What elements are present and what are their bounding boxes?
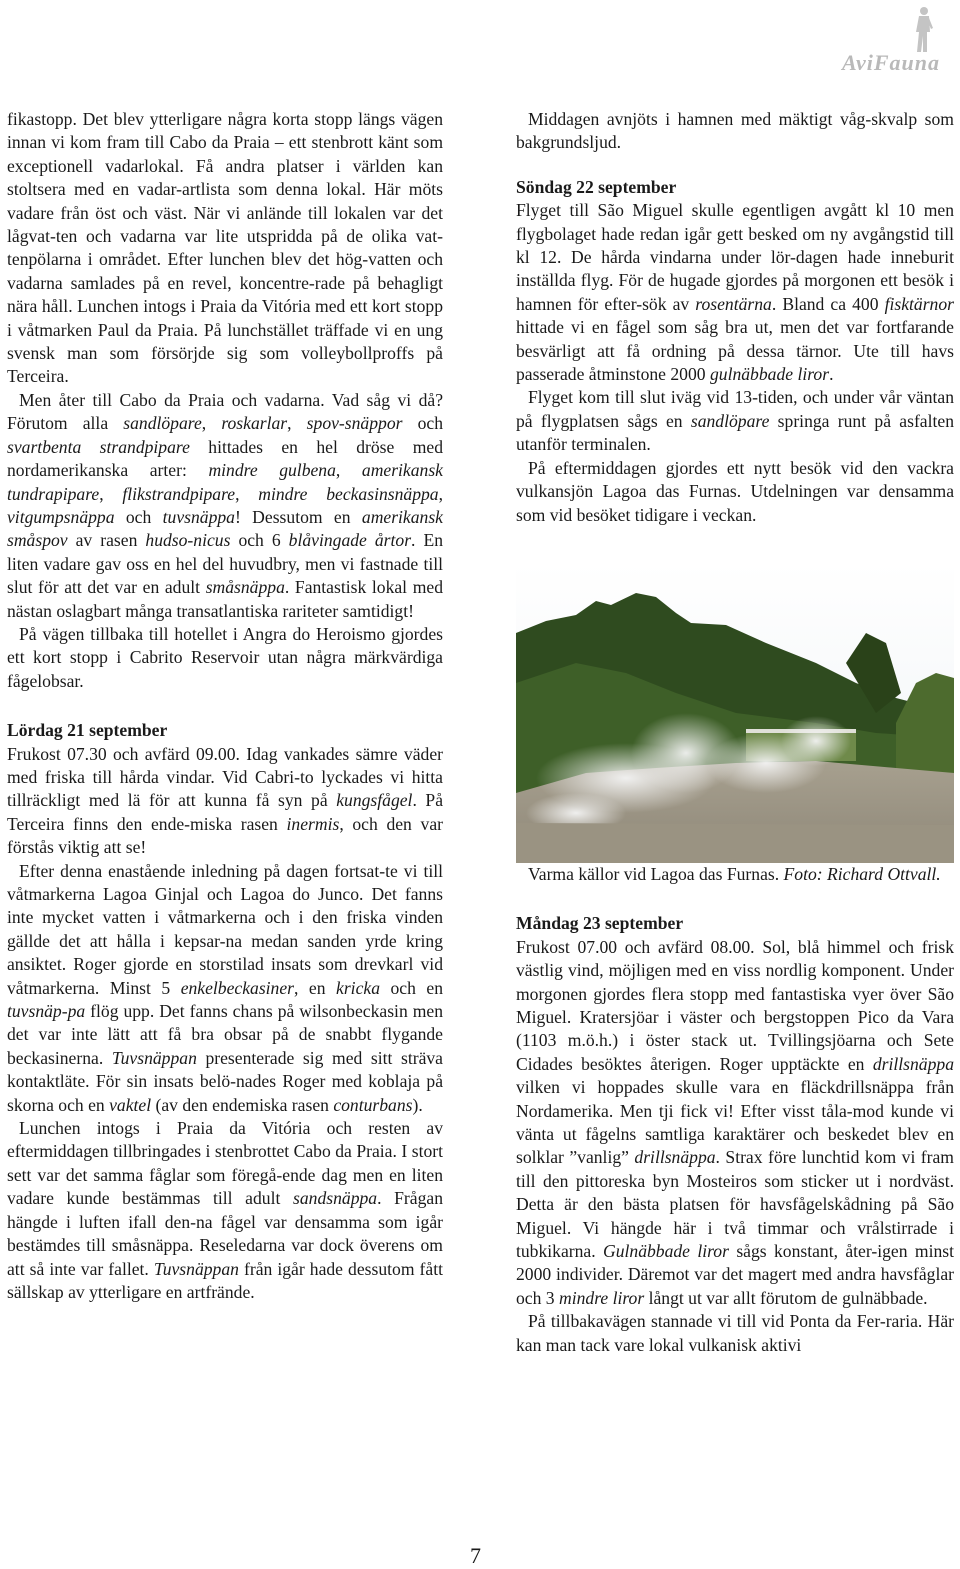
photo-caption: Varma källor vid Lagoa das Furnas. Foto: Richard Ottvall. (528, 863, 941, 884)
heading-sondag: Söndag 22 september (516, 176, 677, 197)
right-paragraph-5: Frukost 07.00 och avfärd 08.00. Sol, blå himmel och frisk västlig vind, möjligen med en viss nordlig komponent. Under morgonen gjordes flera stopp med fantastiska vyer över São Miguel. Kratersjöar i väster och bergstoppen Pico da Vara (1103 m.ö.h.) i öster stack ut. Tvillingsjöarna och Sete Cidades besöktes återigen. Roger upptäckte en drillsnäppa vilken vi hoppades skulle vara en fläckdrillsnäppa från Nordamerika. Men tji fick vi! Efter visst tåla-mod kunde vi vänta ut fågelns samtliga karaktärer och beskedet blev en solklar ”vanlig” drillsnäppa. Strax före lunchtid kom vi fram till den pittoreska byn Mosteiros som sticker ut i nordväst. Detta är den bästa platsen för havsfågelskådning på São Miguel. Vi hängde här i två timmar och vrålstirrade i tubkikarna. Gulnäbbade liror sågs konstant, åter-igen minst 2000 individer. Däremot var det magert med andra havsfåglar och 3 mindre liror långt ut var allt förutom de gulnäbbade. (516, 936, 954, 1308)
left-paragraph-1: fikastopp. Det blev ytterligare några korta stopp längs vägen innan vi kom fram till Cabo da Praia – ett stenbrott känt som exceptionell vadarlokal. Få andra platser i världen kan stoltsera med en vadar-artlista som denna lokal. Här möts vadare från öst och väst. När vi anlände till lokalen var det lågvat-ten och vadarna var lite utspridda på de olika vat-tenpölarna i området. Efter lunchen blev det hög-vatten och vadarna samlades på en revel, koncentre-rade på behagligt nära håll. Lunchen intogs i Praia da Vitória med ett kort stopp i våtmarken Paul da Praia. På lunchstället träffade vi en ung svensk man som försörjde sig som volleybollproffs på Terceira. (7, 109, 443, 387)
photo-lagoa-das-furnas (516, 563, 954, 863)
heading-mandag: Måndag 23 september (516, 913, 684, 934)
right-paragraph-3: Flyget kom till slut iväg vid 13-tiden, och under vår väntan på flygplatsen sågs en sandlöpare springa runt på asfalten utanför terminalen. (516, 387, 955, 455)
right-paragraph-4: På eftermiddagen gjordes ett nytt besök vid den vackra vulkansjön Lagoa das Furnas. Utdelningen var densamma som vid besöket tidigare i veckan. (516, 457, 954, 525)
right-paragraph-1: Middagen avnjöts i hamnen med mäktigt våg-skvalp som bakgrundsljud. (516, 109, 954, 153)
page-number: 7 (470, 1543, 481, 1568)
left-paragraph-3: På vägen tillbaka till hotellet i Angra do Heroismo gjordes ett kort stopp i Cabrito Reservoir utan några märkvärdiga fågelobsar. (7, 623, 443, 691)
left-paragraph-5: Efter denna enastående inledning på dagen fortsat-te vi till våtmarkerna Lagoa Ginjal och Lagoa do Junco. Det fanns inte mycket vatten i våtmarkerna och i den friska vinden gällde det att hålla i kepsar-na medan sanden yrde kring ansiktet. Roger gjorde en storstilad insats som drevkarl vid våtmarkerna. Minst 5 enkelbeckasiner, en kricka och en tuvsnäp-pa flög upp. Det fanns chans på wilsonbeckasin men det var inte lätt att få bra obsar på de snabbt flygande beckasinerna. Tuvsnäppan presenterade sig med sitt sträva kontaktläte. För sin insats belö-nades Roger med koblaja på skorna och en vaktel (av den endemiska rasen conturbans). (7, 860, 444, 1115)
left-paragraph-6: Lunchen intogs i Praia da Vitória och resten av eftermiddagen tillbringades i stenbrottet Cabo da Praia. I stort sett var det samma fåglar som föregå-ende dag men en liten vadare kunde bestämmas till adult sandsnäppa. Frågan hängde i luften ifall den-na fågel var densamma som igår bestämdes till småsnäppa. Reseledarna var dock överens om att så inte var fallet. Tuvsnäppan från igår hade dessutom fått sällskap av ytterligare en artfrände. (7, 1118, 444, 1302)
right-paragraph-2: Flyget till São Miguel skulle egentligen avgått kl 10 men flygbolaget hade redan igår gett besked om ny avgångstid till kl 12. De hårda vindarna under lör-dagen hade inneburit inställda flyg. För de hugade gjordes på morgonen ett besök i hamnen för efter-sök av rosentärna. Bland ca 400 fisktärnor hittade vi en fågel som såg bra ut, men det var fortfarande besvärligt att få ordning på dessa tärnor. Ute till havs passerade åtminstone 2000 gulnäbbade liror. (516, 200, 954, 385)
avifauna-logo (706, 6, 946, 78)
left-paragraph-4: Frukost 07.30 och avfärd 09.00. Idag vankades sämre väder med friska till hårda vindar. Vid Cabri-to lyckades vi hitta tillräckligt med lä för att kunna få syn på kungsfågel. På Terceira finns den ende-miska rasen inermis, och den var förstås viktig att se! (7, 743, 444, 858)
heading-lordag: Lördag 21 september (7, 720, 168, 741)
left-paragraph-2: Men åter till Cabo da Praia och vadarna. Vad såg vi då? Förutom alla sandlöpare, roskarlar, spov-snäppor och svartbenta strandpipare hittades en hel dröse med nordamerikanska arter: mindre gulbena, amerikansk tundrapipare, flikstrandpipare, mindre beckasinsnäppa, vitgumpsnäppa och tuvsnäppa! Dessutom en amerikansk småspov av rasen hudso-nicus och 6 blåvingade årtor. En liten vadare gav oss en hel del huvudbry, men vi fastnade till slut för att det var en adult småsnäppa. Fantastisk lokal med nästan oslagbart många transatlantiska rariteter samtidigt! (7, 389, 444, 621)
right-column (516, 108, 954, 1357)
left-column (7, 108, 443, 1304)
hiker-silhouette-icon (910, 6, 934, 54)
logo-text: AviFauna (841, 50, 940, 75)
right-paragraph-6: På tillbakavägen stannade vi till vid Ponta da Fer-raria. Här kan man tack vare lokal vulkanisk aktivi (516, 1311, 954, 1355)
